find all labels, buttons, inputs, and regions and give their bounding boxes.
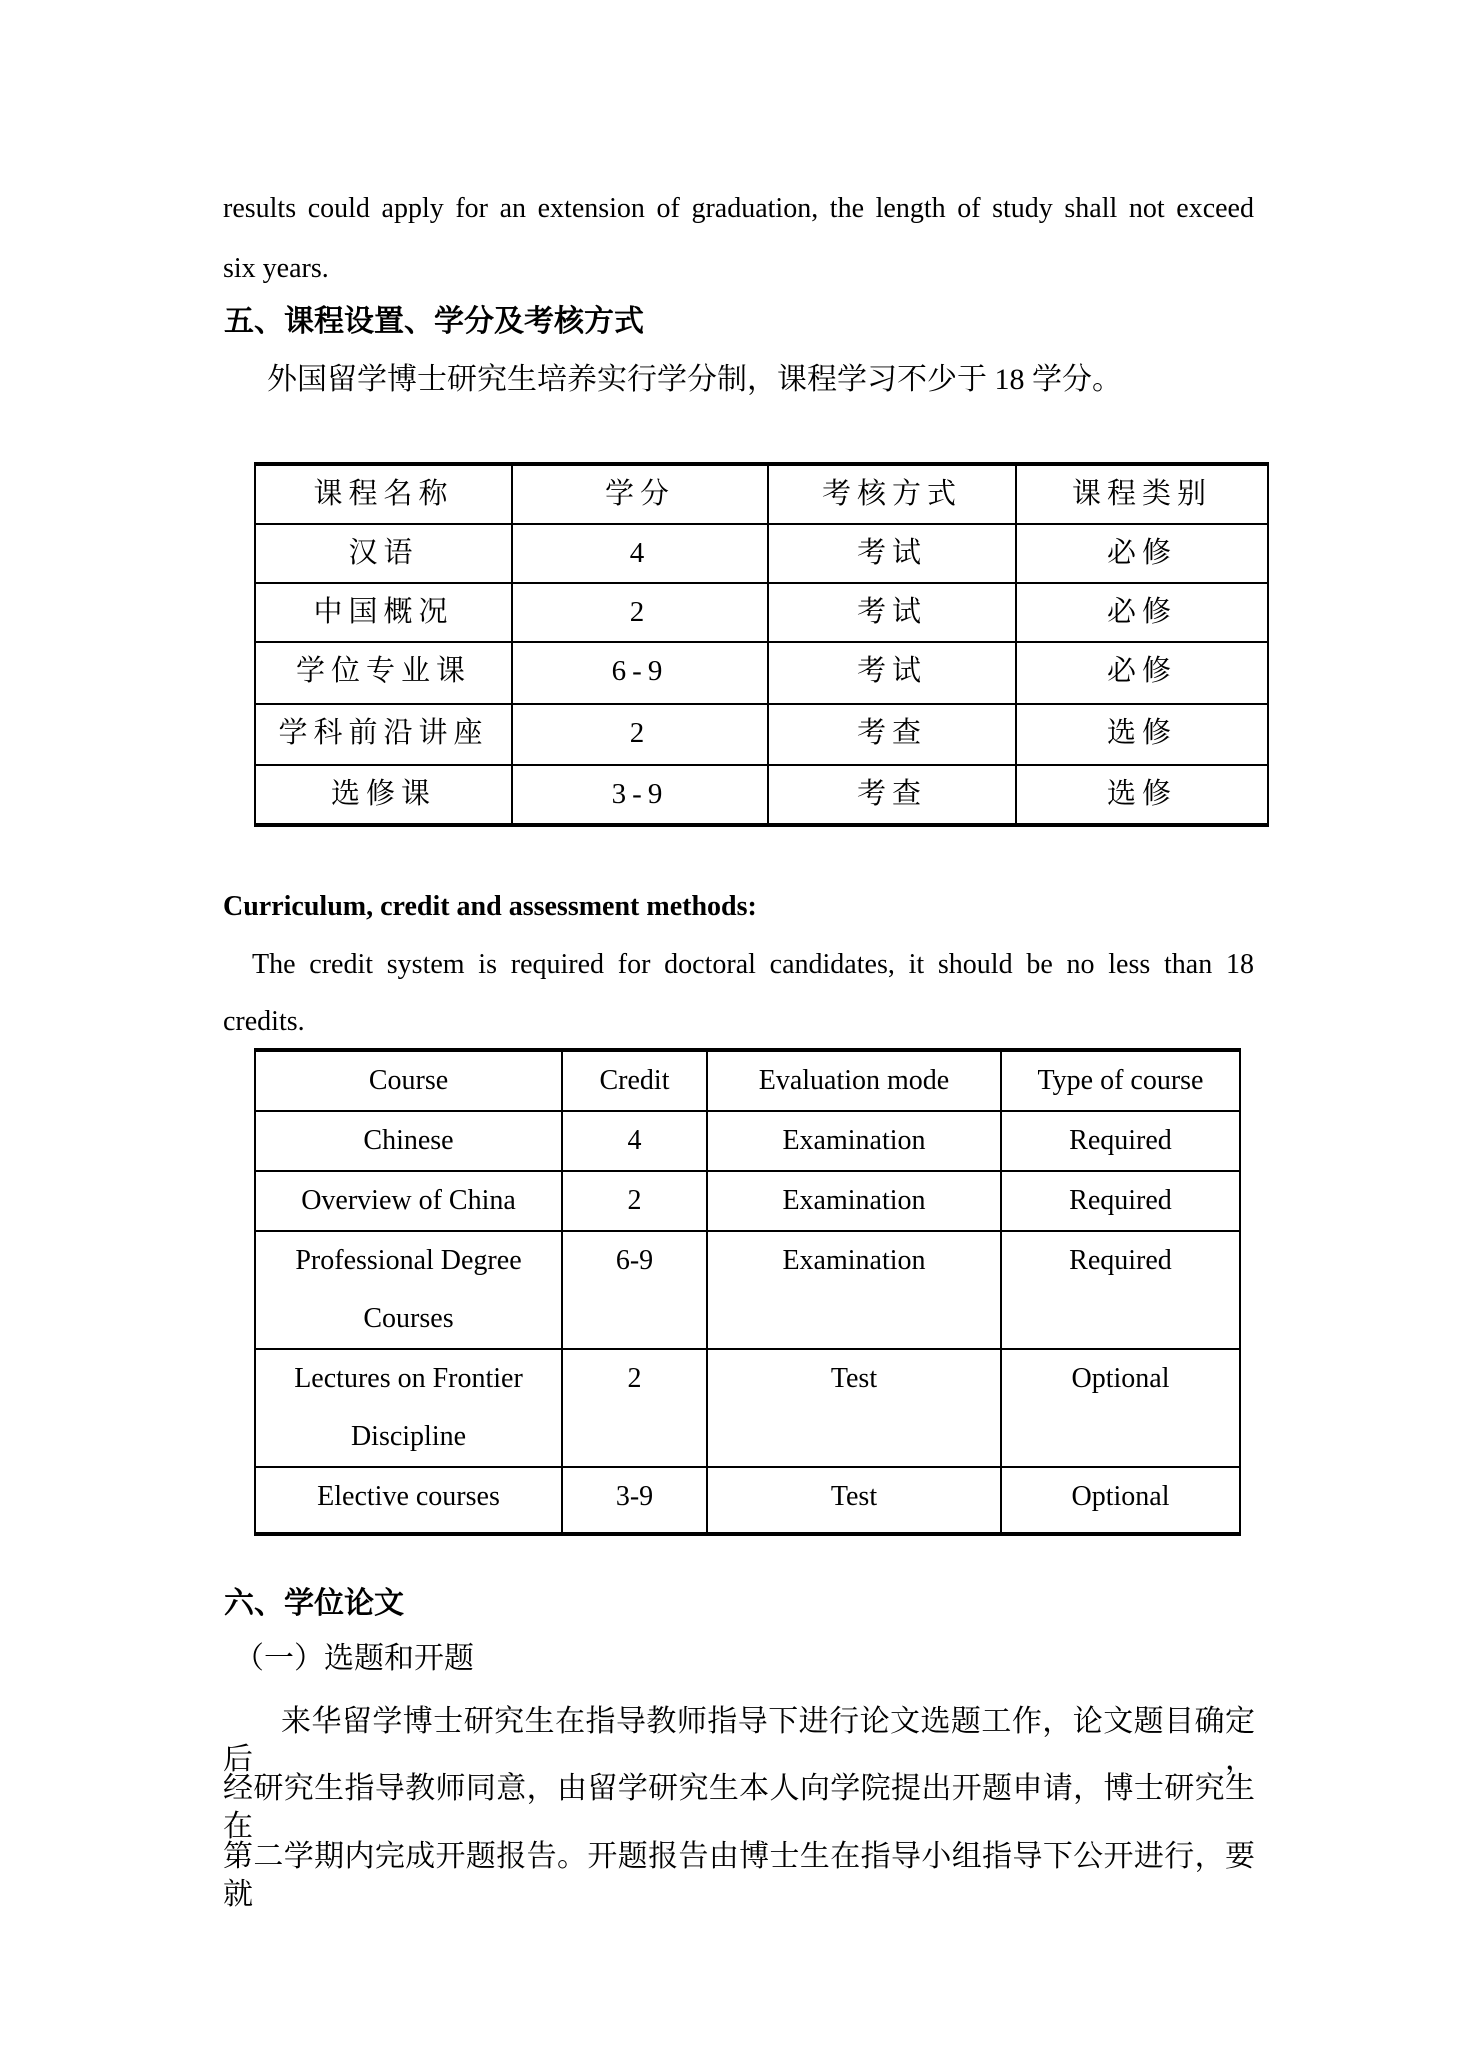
table-cell: 选修: [1016, 704, 1268, 765]
table-cell: 学位专业课: [255, 642, 512, 704]
table-cell: 6-9: [512, 642, 768, 704]
intro-paragraph-line-1: results could apply for an extension of graduation, the length of study shall not exceed: [223, 193, 1254, 224]
section-5-body: 外国留学博士研究生培养实行学分制，课程学习不少于 18 学分。: [267, 363, 1122, 396]
section-6-heading: 六、学位论文: [224, 1587, 404, 1620]
table-row: [255, 704, 1268, 765]
table-cell: 考试: [768, 642, 1016, 704]
table-cell: Required: [1001, 1231, 1240, 1349]
table-cell: 4: [512, 524, 768, 583]
table-cell: Examination: [707, 1171, 1001, 1231]
table-row: [255, 1349, 1240, 1467]
table-header-cell: Course: [255, 1050, 562, 1111]
course-table-english: [254, 1048, 1241, 1536]
table-cell: 6-9: [562, 1231, 707, 1349]
table-row: [255, 583, 1268, 642]
table-cell: 4: [562, 1111, 707, 1171]
table-header-cell: Type of course: [1001, 1050, 1240, 1111]
table-header-cell: Credit: [562, 1050, 707, 1111]
thesis-paragraph-line-3: 第二学期内完成开题报告。开题报告由博士生在指导小组指导下公开进行，要就: [223, 1840, 1255, 1911]
table-header-cell: 考核方式: [768, 464, 1016, 524]
intro-paragraph-line-2: six years.: [223, 253, 329, 284]
table-cell: 2: [512, 583, 768, 642]
table-cell: 选修: [1016, 765, 1268, 825]
table-header-cell: 学分: [512, 464, 768, 524]
table-cell: Examination: [707, 1111, 1001, 1171]
section-en-heading: Curriculum, credit and assessment methods:: [223, 891, 757, 922]
table-cell: Optional: [1001, 1467, 1240, 1534]
table-cell: Test: [707, 1349, 1001, 1467]
table-cell: 必修: [1016, 524, 1268, 583]
table-cell: 中国概况: [255, 583, 512, 642]
table-header-cell: 课程名称: [255, 464, 512, 524]
table-cell: Overview of China: [255, 1171, 562, 1231]
table-cell: 必修: [1016, 583, 1268, 642]
thesis-paragraph-line-2: 经研究生指导教师同意，由留学研究生本人向学院提出开题申请，博士研究生在: [223, 1772, 1255, 1843]
table-cell: 2: [562, 1171, 707, 1231]
table-row: [255, 1111, 1240, 1171]
table-cell: 考试: [768, 524, 1016, 583]
table-cell: 2: [562, 1349, 707, 1467]
table-cell: 3-9: [512, 765, 768, 825]
table-cell: 考查: [768, 765, 1016, 825]
section-en-body-line-1: The credit system is required for doctoral candidates, it should be no less than 18: [252, 949, 1254, 980]
table-cell: 3-9: [562, 1467, 707, 1534]
table-cell: 考试: [768, 583, 1016, 642]
section-5-heading: 五、课程设置、学分及考核方式: [224, 305, 644, 338]
table-cell: Test: [707, 1467, 1001, 1534]
table-cell: Required: [1001, 1171, 1240, 1231]
table-cell: Lectures on Frontier Discipline: [255, 1349, 562, 1467]
table-cell: Required: [1001, 1111, 1240, 1171]
table-cell: Examination: [707, 1231, 1001, 1349]
table-row: [255, 1171, 1240, 1231]
section-6-subheading: （一）选题和开题: [234, 1642, 474, 1675]
table-cell: 2: [512, 704, 768, 765]
table-header-row: [255, 464, 1268, 524]
table-row: [255, 524, 1268, 583]
table-cell: Elective courses: [255, 1467, 562, 1534]
section-en-body-line-2: credits.: [223, 1006, 305, 1037]
table-header-cell: 课程类别: [1016, 464, 1268, 524]
thesis-paragraph-line-1: 来华留学博士研究生在指导教师指导下进行论文选题工作，论文题目确定后，: [223, 1705, 1255, 1776]
course-table-chinese: [254, 462, 1269, 827]
table-cell: 汉语: [255, 524, 512, 583]
table-cell: 必修: [1016, 642, 1268, 704]
table-row: [255, 642, 1268, 704]
table-cell: 选修课: [255, 765, 512, 825]
table-cell: Optional: [1001, 1349, 1240, 1467]
table-row: [255, 1231, 1240, 1349]
table-cell: 考查: [768, 704, 1016, 765]
table-row: [255, 1467, 1240, 1534]
table-header-cell: Evaluation mode: [707, 1050, 1001, 1111]
table-cell: 学科前沿讲座: [255, 704, 512, 765]
table-header-row: [255, 1050, 1240, 1111]
table-cell: Chinese: [255, 1111, 562, 1171]
table-cell: Professional Degree Courses: [255, 1231, 562, 1349]
table-row: [255, 765, 1268, 825]
